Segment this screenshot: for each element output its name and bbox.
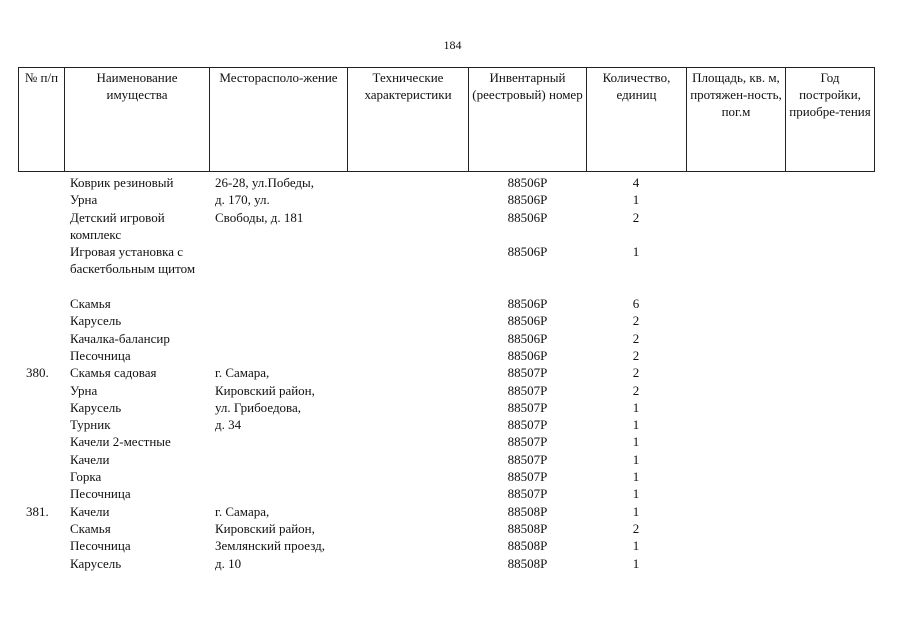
row-quantity: 1 — [632, 192, 640, 208]
header-area: Площадь, кв. м, протяжен-ность, пог.м — [687, 68, 786, 172]
row-name: Горка — [70, 469, 102, 485]
table-row — [18, 382, 874, 399]
table-row — [18, 451, 874, 468]
row-location: Землянский проезд, — [215, 538, 325, 554]
row-quantity: 2 — [632, 520, 640, 536]
row-name: Песочница — [70, 486, 131, 502]
row-name: Скамья — [70, 520, 111, 536]
row-quantity: 1 — [632, 417, 640, 433]
row-name: Игровая установка с баскетбольным щитом — [70, 244, 196, 277]
table-row — [18, 364, 874, 381]
row-quantity: 1 — [632, 244, 640, 260]
row-name: Урна — [70, 382, 98, 398]
row-name: Качели — [70, 451, 110, 467]
row-quantity: 1 — [632, 434, 640, 450]
row-location: Свободы, д. 181 — [215, 209, 304, 225]
row-quantity: 4 — [632, 175, 640, 190]
header-quantity: Количество, единиц — [587, 68, 687, 172]
row-inventory: 88506Р — [507, 330, 548, 346]
table-row — [18, 399, 874, 416]
table-row — [18, 433, 874, 450]
table-header — [18, 67, 875, 172]
row-inventory: 88506Р — [507, 296, 548, 312]
row-inventory: 88507Р — [507, 365, 548, 381]
table-row — [18, 243, 874, 295]
row-location: г. Самара, — [215, 503, 270, 519]
row-location: д. 34 — [215, 417, 242, 433]
row-quantity: 2 — [632, 330, 640, 346]
row-name: Турник — [70, 417, 111, 433]
table-row — [18, 174, 874, 191]
table-row — [18, 537, 874, 554]
row-location: ул. Грибоедова, — [215, 399, 302, 415]
row-name: Детский игровой комплекс — [70, 209, 165, 242]
row-inventory: 88506Р — [507, 313, 548, 329]
row-quantity: 1 — [632, 486, 640, 502]
row-location: д. 10 — [215, 555, 242, 571]
row-inventory: 88508Р — [507, 555, 548, 571]
row-location: Кировский район, — [215, 520, 315, 536]
row-quantity: 2 — [632, 209, 640, 225]
row-location: д. 170, ул. — [215, 192, 270, 208]
row-inventory: 88506Р — [507, 347, 548, 363]
row-inventory: 88507Р — [507, 469, 548, 485]
table-row — [18, 295, 874, 312]
row-name: Скамья — [70, 296, 111, 312]
row-inventory: 88506Р — [507, 209, 548, 225]
row-name: Качели — [70, 503, 110, 519]
row-inventory: 88506Р — [507, 244, 548, 260]
header-inventory-number: Инвентарный (реестровый) номер — [469, 68, 587, 172]
header-specs: Технические характеристики — [348, 68, 469, 172]
table-row — [18, 191, 874, 208]
table-row — [18, 312, 874, 329]
row-inventory: 88506Р — [507, 175, 548, 190]
row-location: Кировский район, — [215, 382, 315, 398]
row-inventory: 88507Р — [507, 382, 548, 398]
row-quantity: 6 — [632, 296, 640, 312]
header-location: Месторасполо-жение — [210, 68, 348, 172]
table-row — [18, 485, 874, 502]
row-quantity: 2 — [632, 313, 640, 329]
row-name: Песочница — [70, 347, 131, 363]
row-quantity: 1 — [632, 451, 640, 467]
row-name: Карусель — [70, 313, 122, 329]
row-inventory: 88507Р — [507, 486, 548, 502]
row-inventory: 88507Р — [507, 417, 548, 433]
row-quantity: 1 — [632, 538, 640, 554]
row-name: Карусель — [70, 555, 122, 571]
row-quantity: 1 — [632, 555, 640, 571]
table-row — [18, 209, 874, 244]
row-quantity: 2 — [632, 382, 640, 398]
row-inventory: 88507Р — [507, 434, 548, 450]
row-number: 381. — [26, 503, 49, 519]
row-name: Карусель — [70, 399, 122, 415]
table-row — [18, 503, 874, 520]
row-location: 26-28, ул.Победы, — [215, 175, 315, 190]
row-number: 380. — [26, 365, 49, 381]
table-row — [18, 330, 874, 347]
table-row — [18, 468, 874, 485]
row-inventory: 88508Р — [507, 520, 548, 536]
row-name: Коврик резиновый — [70, 175, 174, 190]
row-name: Песочница — [70, 538, 131, 554]
row-quantity: 2 — [632, 365, 640, 381]
table-body — [18, 174, 874, 572]
row-quantity: 1 — [632, 503, 640, 519]
header-number: № п/п — [19, 68, 65, 172]
row-quantity: 1 — [632, 469, 640, 485]
header-name: Наименование имущества — [65, 68, 210, 172]
row-inventory: 88508Р — [507, 503, 548, 519]
row-quantity: 1 — [632, 399, 640, 415]
row-quantity: 2 — [632, 347, 640, 363]
header-year: Год постройки, приобре-тения — [786, 68, 875, 172]
table-row — [18, 520, 874, 537]
row-name: Урна — [70, 192, 98, 208]
row-inventory: 88508Р — [507, 538, 548, 554]
table-row — [18, 347, 874, 364]
table-row — [18, 555, 874, 572]
row-name: Качели 2-местные — [70, 434, 171, 450]
row-name: Качалка-балансир — [70, 330, 170, 346]
row-name: Скамья садовая — [70, 365, 157, 381]
page-number: 184 — [443, 38, 462, 52]
row-inventory: 88507Р — [507, 399, 548, 415]
table-row — [18, 416, 874, 433]
row-location: г. Самара, — [215, 365, 270, 381]
row-inventory: 88506Р — [507, 192, 548, 208]
row-inventory: 88507Р — [507, 451, 548, 467]
